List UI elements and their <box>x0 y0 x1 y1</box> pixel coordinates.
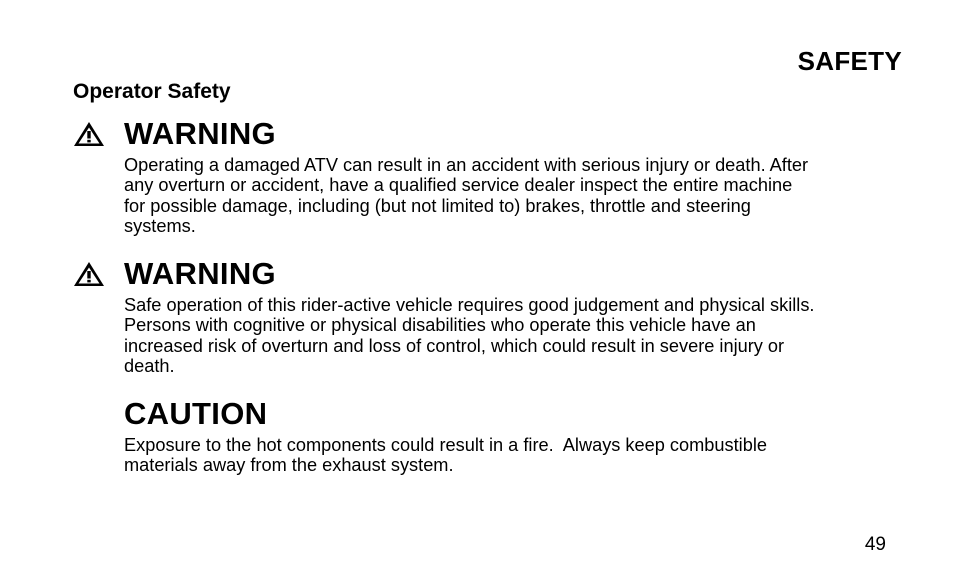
warning-heading <box>73 257 903 291</box>
warning-text-line: systems. <box>124 215 196 236</box>
page-number: 49 <box>864 534 886 555</box>
warning-notice-1 <box>73 117 903 236</box>
warning-text-line: Operating a damaged ATV can result in an accident with serious injury or death. After <box>124 155 809 175</box>
warning-text-line: for possible damage, including (but not limited to) brakes, throttle and steering <box>124 195 751 216</box>
warning-title: WARNING <box>124 256 276 291</box>
caution-title: CAUTION <box>124 396 268 431</box>
caution-text-line: materials away from the exhaust system. <box>124 455 454 476</box>
section-header: SAFETY <box>797 46 902 76</box>
caution-heading <box>73 397 903 431</box>
warning-heading <box>73 117 903 151</box>
warning-text-line: increased risk of overturn and loss of control, which could result in severe injury or <box>124 335 785 356</box>
warning-text-line: Safe operation of this rider-active vehicle requires good judgement and physical skills. <box>124 295 815 315</box>
warning-text <box>124 155 903 236</box>
warning-text-line: Persons with cognitive or physical disabilities who operate this vehicle have an <box>124 315 756 336</box>
caution-text <box>124 435 903 476</box>
subsection-title: Operator Safety <box>73 80 231 103</box>
warning-triangle-icon <box>73 121 105 147</box>
warning-title: WARNING <box>124 116 276 151</box>
warning-notice-2 <box>73 257 903 376</box>
caution-notice <box>73 397 903 476</box>
warning-text-line: death. <box>124 355 175 376</box>
warning-text <box>124 295 903 376</box>
caution-text-line: Exposure to the hot components could result in a fire. Always keep combustible <box>124 435 767 455</box>
warning-triangle-icon <box>73 261 105 287</box>
warning-text-line: any overturn or accident, have a qualified service dealer inspect the entire machine <box>124 175 793 196</box>
